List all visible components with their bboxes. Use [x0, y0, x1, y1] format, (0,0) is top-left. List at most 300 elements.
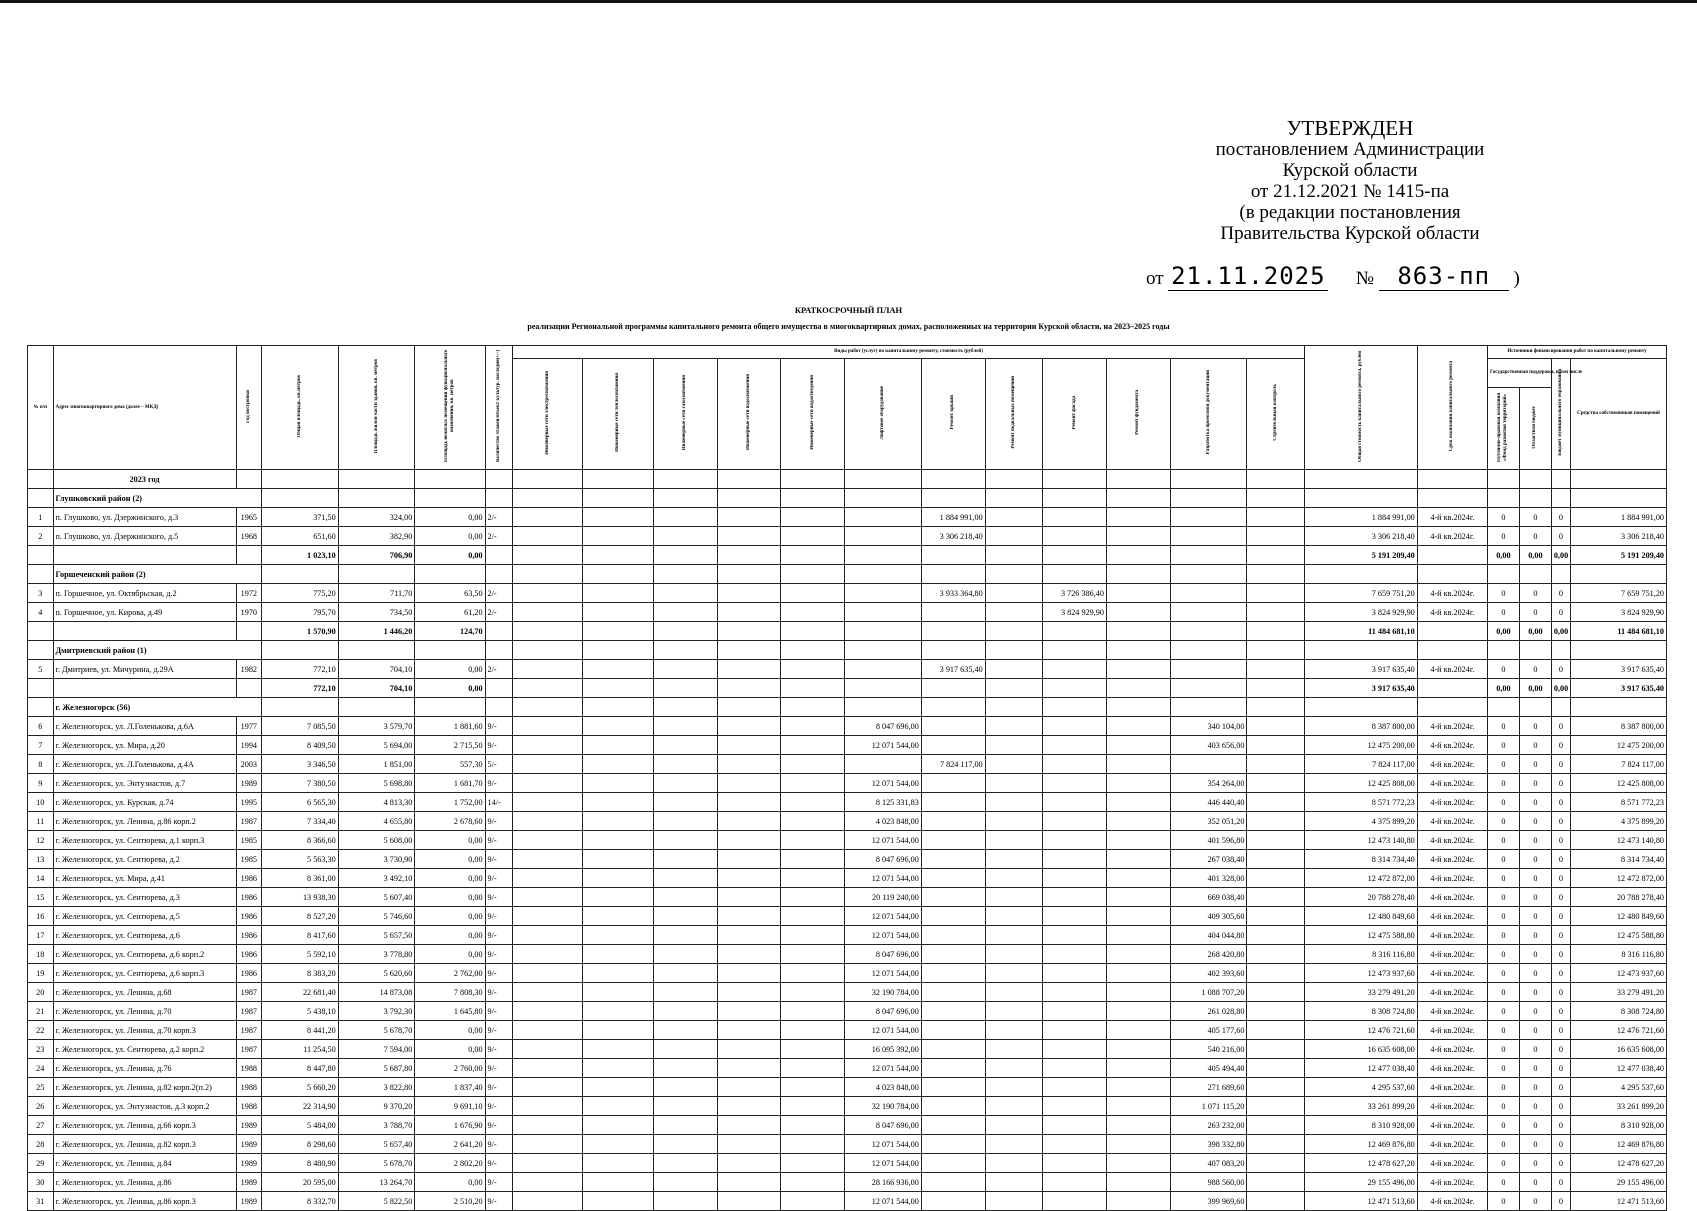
cell-water [717, 1078, 781, 1097]
th-num: № п/п [28, 346, 54, 470]
cell-design [1170, 546, 1247, 565]
cell [1551, 565, 1570, 584]
cell-heat [583, 546, 653, 565]
cell-control [1247, 1040, 1305, 1059]
cell-facade [1043, 755, 1107, 774]
cell-region: 0 [1519, 964, 1551, 983]
cell-deadline: 4-й кв.2024г. [1417, 755, 1487, 774]
scan-top-edge [0, 0, 1697, 3]
cell-num: 17 [28, 926, 54, 945]
plan-table-body [28, 470, 1667, 1211]
cell [921, 470, 985, 489]
cell-deadline: 4-й кв.2024г. [1417, 736, 1487, 755]
cell-num: 6 [28, 717, 54, 736]
cell-mun: 0 [1551, 774, 1570, 793]
cell-nonliving: 0,00 [415, 679, 485, 698]
cell-living: 3 579,70 [338, 717, 415, 736]
cell [1570, 641, 1666, 660]
cell-cost: 5 191 209,40 [1304, 546, 1417, 565]
cell-gas [653, 964, 717, 983]
cell-roof: 7 824 117,00 [921, 755, 985, 774]
cell-owners: 12 471 513,60 [1570, 1192, 1666, 1211]
cell-fund: 0 [1487, 1021, 1519, 1040]
cell-year: 1988 [236, 1059, 262, 1078]
cell-basement [985, 888, 1042, 907]
cell-owners: 12 478 627,20 [1570, 1154, 1666, 1173]
cell-nonliving: 7 808,30 [415, 983, 485, 1002]
cell-basement [985, 793, 1042, 812]
cell-design: 401 596,80 [1170, 831, 1247, 850]
cell-fund: 0 [1487, 584, 1519, 603]
cell-lift: 12 071 544,00 [845, 964, 922, 983]
cell-water [717, 850, 781, 869]
cell-mun: 0 [1551, 964, 1570, 983]
cell-water [717, 1097, 781, 1116]
cell-roof [921, 1021, 985, 1040]
cell-addr: п. Горшечное, ул. Октябрьская, д.2 [53, 584, 236, 603]
cell-cost: 12 480 849,60 [1304, 907, 1417, 926]
cell-heat [583, 793, 653, 812]
cell-elec [513, 793, 583, 812]
cell [921, 489, 985, 508]
cell-owners: 12 475 200,00 [1570, 736, 1666, 755]
cell-year: 1986 [236, 869, 262, 888]
cell-facade [1043, 869, 1107, 888]
cell-addr: г. Дмитриев, ул. Мичурина, д.29А [53, 660, 236, 679]
table-row [28, 660, 1667, 679]
cell-basement [985, 983, 1042, 1002]
cell [845, 470, 922, 489]
cell-water [717, 812, 781, 831]
cell-water [717, 1154, 781, 1173]
cell-year: 1988 [236, 1078, 262, 1097]
cell-region: 0 [1519, 983, 1551, 1002]
cell [1519, 565, 1551, 584]
cell-foundation [1106, 717, 1170, 736]
approval-title: УТВЕРЖДЕН [1286, 116, 1414, 140]
approval-stamp [1150, 118, 1550, 244]
cell-gas [653, 945, 717, 964]
cell-basement [985, 508, 1042, 527]
cell-living: 734,50 [338, 603, 415, 622]
cell-addr: г. Железногорск, ул. Сентюрева, д.6 корп.3 [53, 964, 236, 983]
cell-lift: 12 071 544,00 [845, 1154, 922, 1173]
cell-sewer [781, 793, 845, 812]
cell-living: 5 698,80 [338, 774, 415, 793]
cell-foundation [1106, 1040, 1170, 1059]
cell-num: 8 [28, 755, 54, 774]
cell-elec [513, 508, 583, 527]
subtotal-row [28, 622, 1667, 641]
cell-heat [583, 1192, 653, 1211]
cell-basement [985, 850, 1042, 869]
cell-total: 6 565,30 [262, 793, 339, 812]
cell-sewer [781, 907, 845, 926]
cell-water [717, 1116, 781, 1135]
cell-gas [653, 793, 717, 812]
cell-nonliving: 0,00 [415, 527, 485, 546]
cell-living: 5 678,70 [338, 1021, 415, 1040]
th-area-total: Общая площадь, кв.метров [296, 374, 302, 438]
cell-facade [1043, 736, 1107, 755]
cell-fund: 0,00 [1487, 622, 1519, 641]
cell-floors: 9/- [485, 1154, 513, 1173]
cell-mun: 0 [1551, 603, 1570, 622]
cell-elec [513, 755, 583, 774]
cell-nonliving: 0,00 [415, 1021, 485, 1040]
cell-total: 1 023,10 [262, 546, 339, 565]
cell-sewer [781, 1059, 845, 1078]
cell [513, 641, 583, 660]
cell-foundation [1106, 1173, 1170, 1192]
cell-elec [513, 622, 583, 641]
cell-water [717, 888, 781, 907]
cell-control [1247, 736, 1305, 755]
cell-facade [1043, 812, 1107, 831]
cell-region: 0 [1519, 717, 1551, 736]
year-label: 2023 год [53, 470, 236, 489]
cell-year: 1970 [236, 603, 262, 622]
cell-living: 5 620,60 [338, 964, 415, 983]
cell-water [717, 1021, 781, 1040]
cell-sewer [781, 1021, 845, 1040]
cell-owners: 8 314 734,40 [1570, 850, 1666, 869]
cell-foundation [1106, 546, 1170, 565]
cell-year: 1972 [236, 584, 262, 603]
cell-water [717, 926, 781, 945]
cell-cost: 8 316 116,80 [1304, 945, 1417, 964]
cell-heat [583, 1078, 653, 1097]
cell-owners: 1 884 991,00 [1570, 508, 1666, 527]
cell-basement [985, 964, 1042, 983]
cell-fund: 0 [1487, 850, 1519, 869]
cell-gas [653, 1097, 717, 1116]
cell-basement [985, 584, 1042, 603]
cell [653, 470, 717, 489]
cell-addr: г. Железногорск, ул. Ленина, д.82 корп.3 [53, 1135, 236, 1154]
cell-foundation [1106, 983, 1170, 1002]
cell-gas [653, 603, 717, 622]
cell-gas [653, 527, 717, 546]
cell-gas [653, 755, 717, 774]
cell-control [1247, 1173, 1305, 1192]
cell-design [1170, 679, 1247, 698]
district-row [28, 565, 1667, 584]
cell-floors: 2/- [485, 584, 513, 603]
cell-lift: 12 071 544,00 [845, 774, 922, 793]
table-row [28, 755, 1667, 774]
cell-living: 5 746,60 [338, 907, 415, 926]
cell-floors: 9/- [485, 812, 513, 831]
cell-basement [985, 527, 1042, 546]
cell-lift: 12 071 544,00 [845, 1021, 922, 1040]
cell-total: 7 334,40 [262, 812, 339, 831]
cell-mun: 0 [1551, 1154, 1570, 1173]
cell-deadline: 4-й кв.2024г. [1417, 527, 1487, 546]
cell [921, 641, 985, 660]
cell [485, 565, 513, 584]
cell-total: 8 366,60 [262, 831, 339, 850]
cell-basement [985, 1135, 1042, 1154]
cell-region: 0 [1519, 755, 1551, 774]
cell-total: 7 380,50 [262, 774, 339, 793]
cell-mun: 0 [1551, 869, 1570, 888]
cell-living: 5 822,50 [338, 1192, 415, 1211]
cell-cost: 12 475 200,00 [1304, 736, 1417, 755]
cell-total: 5 660,20 [262, 1078, 339, 1097]
cell-nonliving: 2 510,20 [415, 1192, 485, 1211]
cell [1043, 698, 1107, 717]
cell-year: 1989 [236, 1135, 262, 1154]
cell-mun: 0 [1551, 945, 1570, 964]
cell-nonliving: 61,20 [415, 603, 485, 622]
cell-basement [985, 1173, 1042, 1192]
cell-year: 1989 [236, 1154, 262, 1173]
cell-floors: 9/- [485, 945, 513, 964]
cell-owners: 3 917 635,40 [1570, 679, 1666, 698]
cell-year [236, 679, 262, 698]
cell-mun: 0 [1551, 1192, 1570, 1211]
cell-heat [583, 679, 653, 698]
th-w-lift: Лифтовое оборудование [880, 385, 885, 440]
cell-heat [583, 945, 653, 964]
cell-owners: 5 191 209,40 [1570, 546, 1666, 565]
cell-elec [513, 945, 583, 964]
cell-control [1247, 888, 1305, 907]
cell-nonliving: 1 752,00 [415, 793, 485, 812]
cell-roof [921, 1097, 985, 1116]
cell-elec [513, 527, 583, 546]
cell-foundation [1106, 1078, 1170, 1097]
cell-water [717, 983, 781, 1002]
cell-num: 16 [28, 907, 54, 926]
cell-design: 354 264,00 [1170, 774, 1247, 793]
cell [1304, 698, 1417, 717]
cell-lift: 20 119 240,00 [845, 888, 922, 907]
cell-foundation [1106, 1002, 1170, 1021]
th-w-gas: Инженерные сети газоснабжения [682, 374, 688, 451]
cell-basement [985, 1059, 1042, 1078]
cell-region: 0 [1519, 888, 1551, 907]
cell-sewer [781, 1002, 845, 1021]
cell-floors: 9/- [485, 983, 513, 1002]
cell-fund: 0 [1487, 1040, 1519, 1059]
cell-fund: 0 [1487, 1116, 1519, 1135]
cell-owners: 16 635 608,00 [1570, 1040, 1666, 1059]
cell-heat [583, 1116, 653, 1135]
cell-region: 0 [1519, 1116, 1551, 1135]
table-row [28, 869, 1667, 888]
cell-design: 399 969,60 [1170, 1192, 1247, 1211]
cell-water [717, 831, 781, 850]
cell [921, 698, 985, 717]
cell [1551, 470, 1570, 489]
cell-cost: 12 475 588,80 [1304, 926, 1417, 945]
cell-sewer [781, 1192, 845, 1211]
cell-num: 3 [28, 584, 54, 603]
approval-close-paren: ) [1513, 268, 1520, 289]
cell-design: 352 051,20 [1170, 812, 1247, 831]
th-address: Адрес многоквартирного дома (далее – МКД) [53, 346, 236, 470]
cell-deadline [1417, 679, 1487, 698]
cell [1304, 489, 1417, 508]
cell-design [1170, 527, 1247, 546]
cell-num: 24 [28, 1059, 54, 1078]
cell-owners: 12 477 038,40 [1570, 1059, 1666, 1078]
cell-design: 402 393,60 [1170, 964, 1247, 983]
cell-mun: 0 [1551, 812, 1570, 831]
cell-num: 10 [28, 793, 54, 812]
cell-floors: 9/- [485, 1021, 513, 1040]
cell-elec [513, 1021, 583, 1040]
cell [1519, 489, 1551, 508]
table-row [28, 508, 1667, 527]
cell-deadline: 4-й кв.2024г. [1417, 1059, 1487, 1078]
cell-roof [921, 907, 985, 926]
cell-design: 401 328,00 [1170, 869, 1247, 888]
cell-control [1247, 755, 1305, 774]
cell-addr: г. Железногорск, ул. Сентюрева, д.5 [53, 907, 236, 926]
cell-nonliving: 1 676,90 [415, 1116, 485, 1135]
cell-sewer [781, 964, 845, 983]
th-area-nonliving: Площадь нежилых помещений функционального назначения, кв. метров [443, 349, 455, 463]
th-floors: Количество этажей/объект культур. наследия(+/-) [495, 349, 501, 463]
cell-deadline: 4-й кв.2024г. [1417, 945, 1487, 964]
cell [1043, 470, 1107, 489]
cell-heat [583, 755, 653, 774]
cell-floors: 9/- [485, 926, 513, 945]
cell-control [1247, 831, 1305, 850]
cell-sewer [781, 717, 845, 736]
cell-addr: г. Железногорск, ул. Сентюрева, д.6 [53, 926, 236, 945]
cell [1170, 489, 1247, 508]
cell-basement [985, 1021, 1042, 1040]
cell-total: 5 563,30 [262, 850, 339, 869]
cell-water [717, 736, 781, 755]
district-label: Горшеченский район (2) [53, 565, 262, 584]
cell [485, 470, 513, 489]
cell-sewer [781, 945, 845, 964]
cell-gas [653, 869, 717, 888]
cell-total: 8 332,70 [262, 1192, 339, 1211]
cell-heat [583, 831, 653, 850]
cell-floors: 9/- [485, 1002, 513, 1021]
cell [1551, 641, 1570, 660]
cell-foundation [1106, 679, 1170, 698]
cell-region: 0 [1519, 1154, 1551, 1173]
cell-basement [985, 907, 1042, 926]
cell-lift: 32 190 784,00 [845, 983, 922, 1002]
cell-basement [985, 945, 1042, 964]
cell-nonliving: 0,00 [415, 1173, 485, 1192]
cell-control [1247, 1059, 1305, 1078]
cell-facade [1043, 945, 1107, 964]
cell-facade [1043, 1097, 1107, 1116]
cell-region: 0 [1519, 1078, 1551, 1097]
cell-basement [985, 869, 1042, 888]
cell-year: 1968 [236, 527, 262, 546]
cell-gas [653, 1173, 717, 1192]
cell-lift: 32 190 784,00 [845, 1097, 922, 1116]
cell-owners: 3 824 929,90 [1570, 603, 1666, 622]
cell-heat [583, 1021, 653, 1040]
cell [1519, 698, 1551, 717]
cell-water [717, 1192, 781, 1211]
cell [1304, 470, 1417, 489]
cell-foundation [1106, 622, 1170, 641]
cell-nonliving: 0,00 [415, 926, 485, 945]
cell-deadline: 4-й кв.2024г. [1417, 774, 1487, 793]
cell-year: 1987 [236, 1021, 262, 1040]
cell-nonliving: 0,00 [415, 831, 485, 850]
cell-region: 0 [1519, 508, 1551, 527]
cell-cost: 12 425 808,00 [1304, 774, 1417, 793]
cell-control [1247, 774, 1305, 793]
cell-water [717, 660, 781, 679]
cell-control [1247, 508, 1305, 527]
cell-heat [583, 1135, 653, 1154]
cell-elec [513, 1059, 583, 1078]
cell-deadline: 4-й кв.2024г. [1417, 793, 1487, 812]
cell-control [1247, 983, 1305, 1002]
cell-heat [583, 850, 653, 869]
th-s-fund: Публично-правовая компания «Фонд развития территорий» [1497, 392, 1509, 462]
cell-living: 704,10 [338, 660, 415, 679]
cell-heat [583, 527, 653, 546]
cell-nonliving: 0,00 [415, 888, 485, 907]
table-row [28, 1154, 1667, 1173]
th-s-region: Областной бюджет [1532, 405, 1538, 449]
cell-nonliving: 1 881,60 [415, 717, 485, 736]
cell [1570, 470, 1666, 489]
cell-fund: 0 [1487, 527, 1519, 546]
approval-date-line [1146, 262, 1566, 291]
cell-nonliving: 0,00 [415, 869, 485, 888]
cell-cost: 12 476 721,60 [1304, 1021, 1417, 1040]
cell-owners: 12 473 140,80 [1570, 831, 1666, 850]
cell-living: 5 678,70 [338, 1154, 415, 1173]
cell [1247, 565, 1305, 584]
plan-table [27, 345, 1667, 1211]
cell-water [717, 584, 781, 603]
cell-region: 0 [1519, 1021, 1551, 1040]
cell-deadline: 4-й кв.2024г. [1417, 850, 1487, 869]
cell-water [717, 793, 781, 812]
cell-num: 13 [28, 850, 54, 869]
cell-floors: 9/- [485, 850, 513, 869]
cell-total: 22 314,90 [262, 1097, 339, 1116]
cell-lift [845, 546, 922, 565]
cell [1043, 489, 1107, 508]
table-row [28, 831, 1667, 850]
cell [1106, 641, 1170, 660]
cell-deadline: 4-й кв.2024г. [1417, 603, 1487, 622]
cell-living: 382,90 [338, 527, 415, 546]
cell-foundation [1106, 736, 1170, 755]
cell-num [28, 679, 54, 698]
cell-basement [985, 1040, 1042, 1059]
table-row [28, 1135, 1667, 1154]
cell-num: 26 [28, 1097, 54, 1116]
cell-roof [921, 983, 985, 1002]
cell-design [1170, 660, 1247, 679]
district-label: Дмитриевский район (1) [53, 641, 262, 660]
cell [845, 565, 922, 584]
cell-control [1247, 1154, 1305, 1173]
cell-total: 5 438,10 [262, 1002, 339, 1021]
cell-total: 651,60 [262, 527, 339, 546]
cell-heat [583, 926, 653, 945]
